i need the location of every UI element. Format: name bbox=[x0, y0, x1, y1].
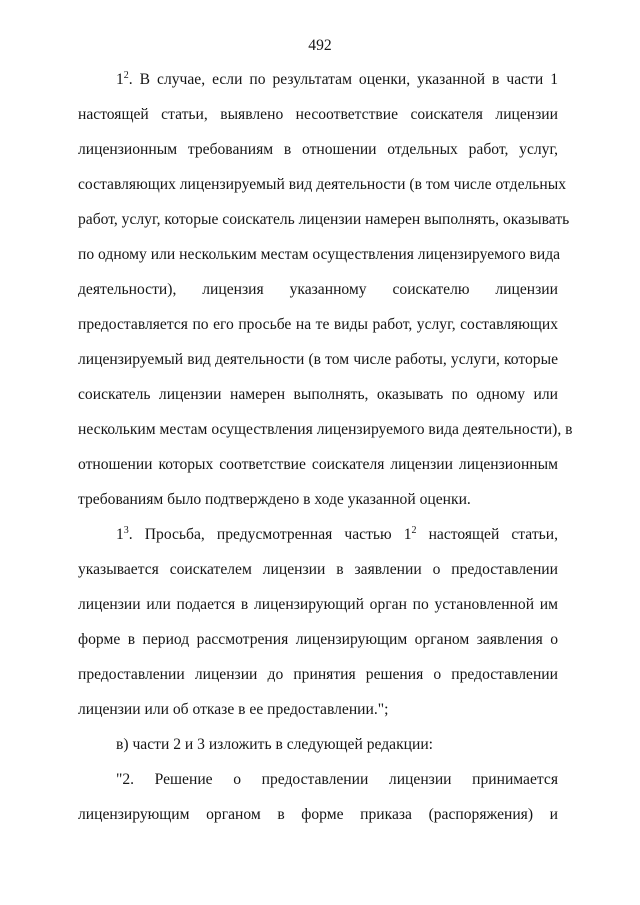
paragraph-1-line-7: деятельности), лицензия указанному соискателю лицензии bbox=[78, 281, 558, 298]
paragraph-1-number-superscript: 2 bbox=[123, 70, 129, 81]
paragraph-2-reference-superscript: 2 bbox=[411, 525, 417, 536]
paragraph-2-lead-tail: настоящей статьи, bbox=[416, 526, 558, 543]
paragraph-2-number-superscript: 3 bbox=[123, 525, 129, 536]
paragraph-2-reference-number: 1 bbox=[403, 526, 412, 543]
paragraph-1-line-2: настоящей статьи, выявлено несоответствие соискателя лицензии bbox=[78, 106, 558, 123]
paragraph-1-line-11: нескольким местам осуществления лицензируемого вида деятельности), в bbox=[78, 421, 573, 438]
paragraph-2-line-3: лицензии или подается в лицензирующий орган по установленной им bbox=[78, 596, 558, 613]
paragraph-2-number: 1 bbox=[116, 526, 124, 543]
paragraph-3-line: в) части 2 и 3 изложить в следующей редакции: bbox=[116, 736, 434, 753]
paragraph-1-line-4: составляющих лицензируемый вид деятельности (в том числе отдельных bbox=[78, 176, 567, 193]
page-number: 492 bbox=[308, 37, 332, 54]
paragraph-2-lead-text: . Просьба, предусмотренная частью bbox=[128, 526, 404, 543]
paragraph-2-line-6: лицензии или об отказе в ее предоставлении."; bbox=[78, 701, 389, 718]
paragraph-1-number: 1 bbox=[116, 71, 124, 88]
paragraph-1-line-8: предоставляется по его просьбе на те виды работ, услуг, составляющих bbox=[78, 316, 558, 333]
paragraph-1-line-5: работ, услуг, которые соискатель лицензии намерен выполнять, оказывать bbox=[78, 211, 570, 228]
paragraph-1-line-6: по одному или нескольким местам осуществления лицензируемого вида bbox=[78, 246, 561, 263]
paragraph-1-line-1 bbox=[116, 69, 558, 91]
paragraph-2-line-5: предоставлении лицензии до принятия решения о предоставлении bbox=[78, 666, 558, 683]
paragraph-2-line-1 bbox=[116, 524, 558, 546]
paragraph-1-text: . В случае, если по результатам оценки, указанной в части 1 bbox=[128, 71, 558, 88]
paragraph-1-line-13: требованиям было подтверждено в ходе указанной оценки. bbox=[78, 491, 471, 508]
paragraph-1-line-12: отношении которых соответствие соискателя лицензии лицензионным bbox=[78, 456, 558, 473]
paragraph-4-line-1: "2. Решение о предоставлении лицензии принимается bbox=[116, 771, 558, 788]
paragraph-4-line-2: лицензирующим органом в форме приказа (распоряжения) и bbox=[78, 806, 558, 823]
paragraph-2-line-4: форме в период рассмотрения лицензирующим органом заявления о bbox=[78, 631, 558, 648]
paragraph-1-line-10: соискатель лицензии намерен выполнять, оказывать по одному или bbox=[78, 386, 558, 403]
paragraph-1-line-3: лицензионным требованиям в отношении отдельных работ, услуг, bbox=[78, 141, 558, 158]
paragraph-2-line-2: указывается соискателем лицензии в заявлении о предоставлении bbox=[78, 561, 558, 578]
paragraph-1-line-9: лицензируемый вид деятельности (в том числе работы, услуги, которые bbox=[78, 351, 558, 368]
